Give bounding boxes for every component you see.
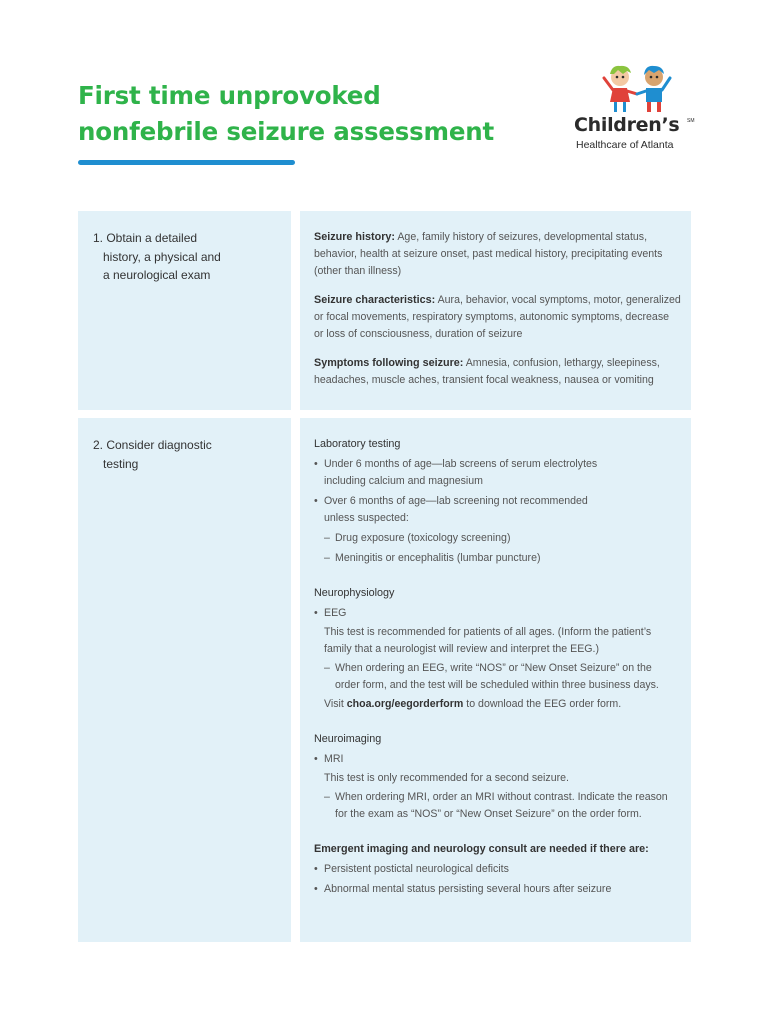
symptoms-following-label: Symptoms following seizure: bbox=[314, 357, 464, 369]
list-item-continuation: including calcium and magnesium bbox=[324, 475, 483, 487]
list-item: • EEG bbox=[314, 605, 686, 622]
step-1-label-panel bbox=[78, 211, 291, 410]
sub-list-item: – Drug exposure (toxicology screening) bbox=[314, 530, 686, 547]
step-1-label-line: history, a physical and bbox=[103, 249, 221, 264]
eeg-order-form-note bbox=[314, 696, 686, 713]
sub-list-item: – Meningitis or encephalitis (lumbar puncture) bbox=[314, 550, 686, 567]
step-1-label-line: 1. Obtain a detailed bbox=[93, 231, 198, 245]
step-1-label-line: a neurological exam bbox=[103, 268, 211, 282]
emergent-imaging-section bbox=[314, 841, 686, 898]
seizure-characteristics-label: Seizure characteristics: bbox=[314, 294, 436, 306]
list-item: • MRI bbox=[314, 751, 686, 768]
paragraph-text: or loss of consciousness, duration of seizure bbox=[314, 328, 523, 340]
children-figures-icon bbox=[600, 64, 674, 114]
paragraph-text: headaches, muscle aches, transient focal weakness, nausea or vomiting bbox=[314, 374, 654, 386]
step-2-content-panel bbox=[300, 418, 691, 942]
seizure-history-paragraph bbox=[314, 229, 686, 280]
list-item-continuation: unless suspected: bbox=[324, 512, 409, 524]
paragraph-text: Age, family history of seizures, developmental status, bbox=[395, 231, 648, 243]
step-1-label bbox=[93, 229, 221, 285]
step-2-label-panel bbox=[78, 418, 291, 942]
page-title-line-2: nonfebrile seizure assessment bbox=[78, 117, 495, 146]
logo-service-mark: SM bbox=[687, 118, 695, 124]
logo-wordmark: Children’s bbox=[574, 114, 680, 136]
item-description: family that a neurologist will review and interpret the EEG.) bbox=[324, 643, 599, 655]
logo-subtitle: Healthcare of Atlanta bbox=[576, 139, 674, 151]
paragraph-text: Aura, behavior, vocal symptoms, motor, generalized bbox=[435, 294, 681, 306]
symptoms-following-paragraph bbox=[314, 355, 686, 389]
list-item: • Under 6 months of age—lab screens of serum electrolytes bbox=[314, 456, 686, 473]
sub-list-item: – When ordering an EEG, write “NOS” or “New Onset Seizure” on the bbox=[314, 660, 686, 677]
page-title bbox=[78, 78, 528, 150]
page-title-line-1: First time unprovoked bbox=[78, 81, 381, 110]
paragraph-text: (other than illness) bbox=[314, 265, 402, 277]
list-item: • Over 6 months of age—lab screening not recommended bbox=[314, 493, 686, 510]
step-1-content-panel bbox=[300, 211, 691, 410]
step-2-label-line: 2. Consider diagnostic bbox=[93, 438, 212, 452]
paragraph-text: or focal movements, respiratory symptoms, autonomic symptoms, decrease bbox=[314, 311, 670, 323]
seizure-history-label: Seizure history: bbox=[314, 231, 395, 243]
sub-list-item-continuation: order form, and the test will be scheduled within three business days. bbox=[335, 679, 659, 691]
neuroimaging-section bbox=[314, 731, 686, 823]
item-description: This test is only recommended for a second seizure. bbox=[324, 772, 569, 784]
neuroimaging-heading: Neuroimaging bbox=[314, 733, 382, 745]
item-description: This test is recommended for patients of all ages. (Inform the patient’s bbox=[324, 626, 652, 638]
sub-list-item: – When ordering MRI, order an MRI without contrast. Indicate the reason bbox=[314, 789, 686, 806]
neurophysiology-heading: Neurophysiology bbox=[314, 587, 395, 599]
laboratory-testing-heading: Laboratory testing bbox=[314, 438, 401, 450]
note-text: Visit bbox=[324, 698, 347, 710]
step-2-label-line: testing bbox=[103, 456, 139, 471]
list-item: • Abnormal mental status persisting several hours after seizure bbox=[314, 881, 686, 898]
note-text: to download the EEG order form. bbox=[463, 698, 622, 710]
laboratory-testing-section bbox=[314, 436, 686, 567]
list-item: • Persistent postictal neurological deficits bbox=[314, 861, 686, 878]
emergent-imaging-heading: Emergent imaging and neurology consult are needed if there are: bbox=[314, 843, 649, 855]
paragraph-text: Amnesia, confusion, lethargy, sleepiness, bbox=[463, 357, 660, 369]
seizure-characteristics-paragraph bbox=[314, 292, 686, 343]
step-2-label bbox=[93, 436, 212, 473]
paragraph-text: behavior, health at seizure onset, past medical history, precipitating events bbox=[314, 248, 663, 260]
childrens-healthcare-logo bbox=[574, 64, 704, 154]
neurophysiology-section bbox=[314, 585, 686, 713]
sub-list-item-continuation: for the exam as “NOS” or “New Onset Seizure” on the order form. bbox=[335, 808, 642, 820]
title-underline bbox=[78, 160, 295, 165]
eeg-order-form-link[interactable]: choa.org/eegorderform bbox=[346, 698, 464, 710]
